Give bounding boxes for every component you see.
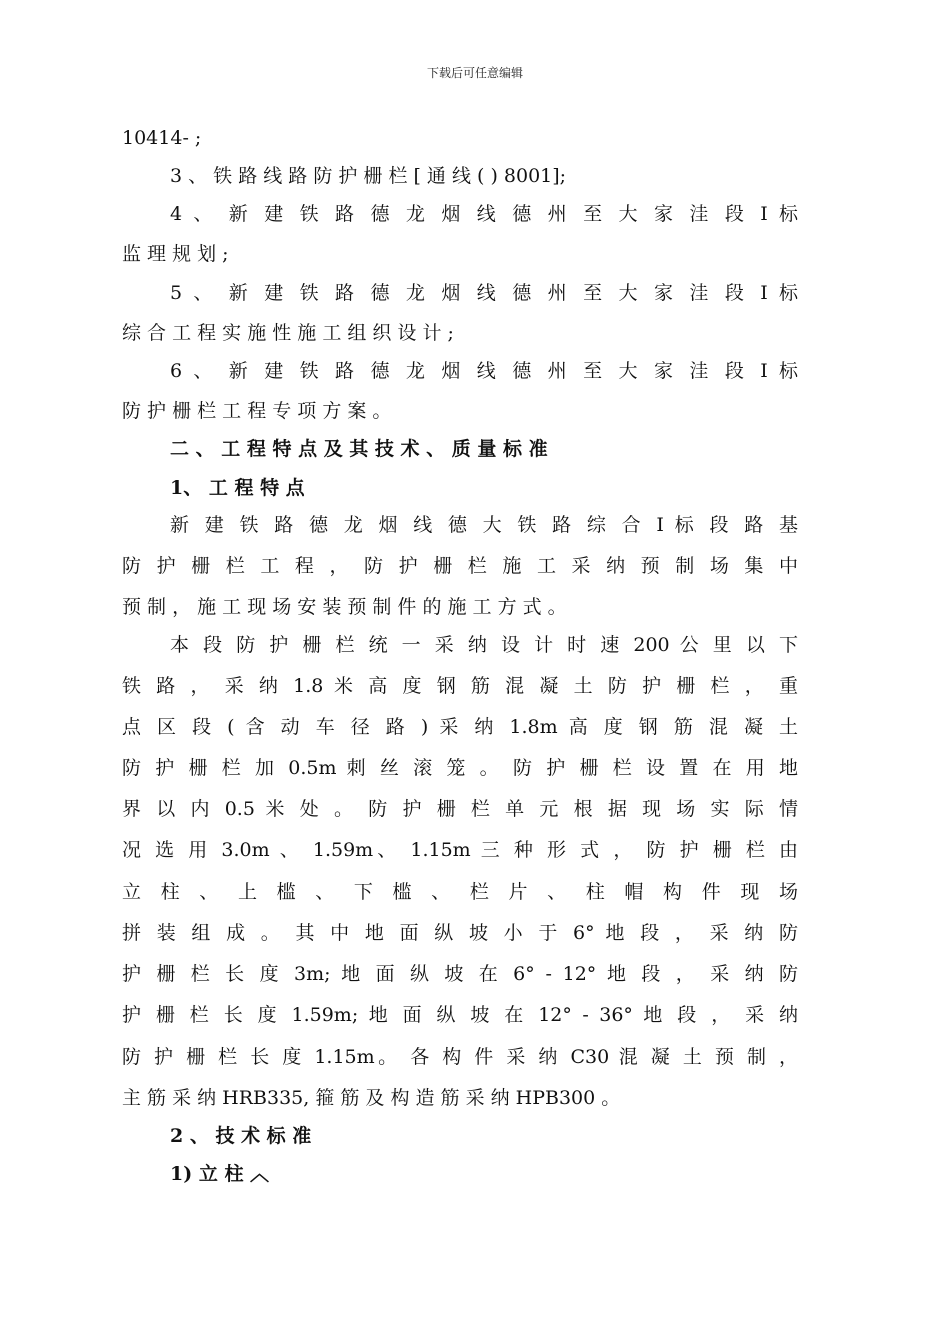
text-line: 况 选 用 3.0m 、 1.59m、 1.15m 三 种 形 式 ， 防 护 栅 栏 由 [122, 839, 798, 861]
text-line: 6 、 新 建 铁 路 德 龙 烟 线 德 州 至 大 家 洼 段 I 标 [170, 360, 798, 382]
subsection-heading: 2 、 技 术 标 准 [170, 1125, 312, 1147]
subsection-heading: 1、 工 程 特 点 [170, 477, 305, 499]
text-line: 监 理 规 划 ; [122, 243, 229, 265]
text-line: 10414- ; [122, 127, 202, 149]
text-line: 拼 装 组 成 。 其 中 地 面 纵 坡 小 于 6° 地 段 ， 采 纳 防 [122, 922, 798, 944]
text-line: 护 栅 栏 长 度 3m; 地 面 纵 坡 在 6° - 12° 地 段 ， 采 纳 防 [122, 963, 798, 985]
text-line: 新 建 铁 路 德 龙 烟 线 德 大 铁 路 综 合 I 标 段 路 基 [170, 514, 798, 536]
text-line: 防 护 栅 栏 工 程 专 项 方 案 。 [122, 400, 392, 422]
text-line: 综 合 工 程 实 施 性 施 工 组 织 设 计 ; [122, 322, 454, 344]
subsection-heading: 1) 立 柱 ︿ [170, 1163, 270, 1185]
text-line: 4 、 新 建 铁 路 德 龙 烟 线 德 州 至 大 家 洼 段 I 标 [170, 203, 798, 225]
text-line: 本 段 防 护 栅 栏 统 一 采 纳 设 计 时 速 200 公 里 以 下 [170, 634, 798, 656]
text-line: 防 护 栅 栏 加 0.5m 刺 丝 滚 笼 。 防 护 栅 栏 设 置 在 用 地 [122, 757, 798, 779]
section-heading: 二 、 工 程 特 点 及 其 技 术 、 质 量 标 准 [170, 438, 548, 460]
text-line: 防 护 栅 栏 工 程 ， 防 护 栅 栏 施 工 采 纳 预 制 场 集 中 [122, 555, 798, 577]
text-line: 铁 路 ， 采 纳 1.8 米 高 度 钢 筋 混 凝 土 防 护 栅 栏 ， 重 [122, 675, 798, 697]
text-line: 护 栅 栏 长 度 1.59m; 地 面 纵 坡 在 12° - 36° 地 段 ， 采 纳 [122, 1004, 798, 1026]
text-line: 主 筋 采 纳 HRB335, 箍 筋 及 构 造 筋 采 纳 HPB300 。 [122, 1087, 621, 1109]
text-line: 点 区 段 ( 含 动 车 径 路 ) 采 纳 1.8m 高 度 钢 筋 混 凝 土 [122, 716, 798, 738]
text-line: 5 、 新 建 铁 路 德 龙 烟 线 德 州 至 大 家 洼 段 I 标 [170, 282, 798, 304]
text-line: 3 、 铁 路 线 路 防 护 栅 栏 [ 通 线 ( ) 8001]; [170, 165, 567, 187]
text-line: 界 以 内 0.5 米 处 。 防 护 栅 栏 单 元 根 据 现 场 实 际 情 [122, 798, 798, 820]
text-line: 预 制 ， 施 工 现 场 安 装 预 制 件 的 施 工 方 式 。 [122, 596, 567, 618]
text-line: 立 柱 、 上 槛 、 下 槛 、 栏 片 、 柱 帽 构 件 现 场 [122, 881, 798, 903]
page-header: 下载后可任意编辑 [426, 66, 523, 80]
text-line: 防 护 栅 栏 长 度 1.15m。 各 构 件 采 纳 C30 混 凝 土 预 制 ， [122, 1046, 798, 1068]
